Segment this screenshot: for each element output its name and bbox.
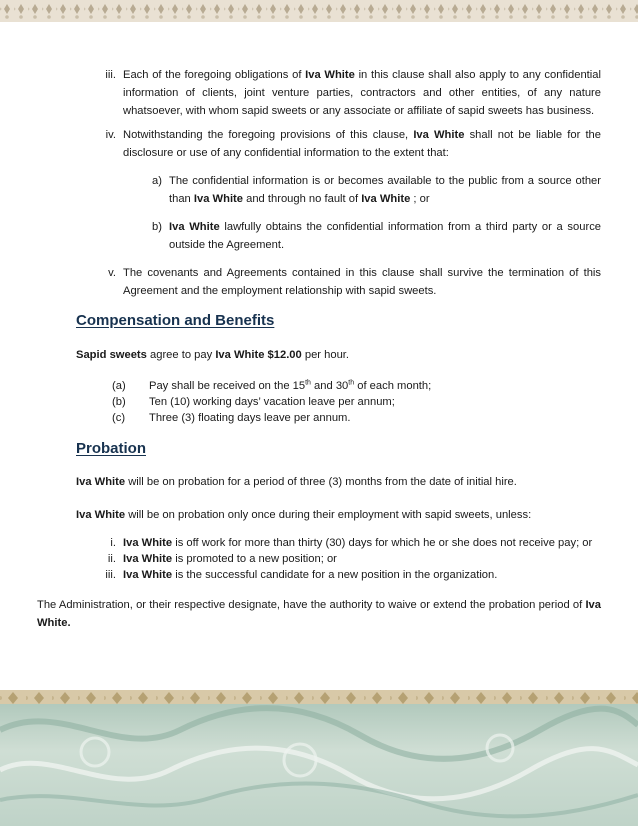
sub-item-letter: b) xyxy=(152,221,162,233)
compensation-statement xyxy=(76,346,349,364)
probation-heading: Probation xyxy=(76,440,146,457)
probation-paragraph-1 xyxy=(76,473,517,491)
party-name: Iva White xyxy=(123,569,173,581)
sub-item-a xyxy=(169,172,601,208)
sub-item-letter: a) xyxy=(152,175,162,187)
compensation-heading: Compensation and Benefits xyxy=(76,312,275,329)
party-name: Iva White xyxy=(193,193,243,205)
condition-item xyxy=(123,566,497,584)
item-text: Pay shall be received on the 15 xyxy=(149,380,306,392)
list-label: (a) xyxy=(112,380,126,392)
party-name: Iva White xyxy=(169,221,220,233)
clause-text: ; or xyxy=(410,193,430,205)
condition-text: is off work for more than thirty (30) days for which he or she does not receive pay; or xyxy=(172,537,593,549)
item-text: and 30 xyxy=(310,380,349,392)
clause-text: The confidential information is or becomes available to the public from a source other than xyxy=(169,175,601,205)
party-name: Iva White xyxy=(413,129,465,141)
compensation-item: Three (3) floating days leave per annum. xyxy=(149,412,351,424)
probation-paragraph-2 xyxy=(76,506,531,524)
statement-text: agree to pay xyxy=(146,349,216,361)
party-name: Iva White xyxy=(361,193,411,205)
employer-name: Sapid sweets xyxy=(76,349,147,361)
party-name: Iva White xyxy=(305,69,355,81)
clause-item-iv xyxy=(123,126,601,162)
paragraph-text: will be on probation for a period of three (3) months from the date of initial hire. xyxy=(125,476,517,488)
decorative-bottom-border xyxy=(0,690,638,826)
sub-item-b xyxy=(169,218,601,254)
condition-numeral: i. xyxy=(110,537,116,549)
party-name: Iva White xyxy=(76,509,126,521)
clause-text: lawfully obtains the confidential information from a third party or a source outside the Agreement. xyxy=(169,221,602,251)
condition-numeral: ii. xyxy=(107,553,116,565)
clause-numeral: v. xyxy=(108,267,116,279)
item-text: of each month; xyxy=(354,380,432,392)
clause-text: in this clause shall also apply to any confidential information of clients, joint venture parties, contractors and other entities, of any nature whatsoever, with whom sapid sweets or any associate or affiliate of sapid sweets has business. xyxy=(123,69,601,117)
clause-text: Each of the foregoing obligations of xyxy=(123,69,306,81)
compensation-item: Ten (10) working days’ vacation leave per annum; xyxy=(149,396,395,408)
party-name: Iva White xyxy=(215,349,265,361)
clause-numeral: iv. xyxy=(105,129,116,141)
condition-numeral: iii. xyxy=(105,569,116,581)
list-label: (c) xyxy=(112,412,126,424)
paragraph-text: will be on probation only once during their employment with sapid sweets, unless: xyxy=(125,509,532,521)
superscript: th xyxy=(305,379,311,387)
clause-text: and through no fault of xyxy=(243,193,362,205)
clause-numeral: iii. xyxy=(105,69,116,81)
clause-item-v: The covenants and Agreements contained in this clause shall survive the termination of this Agreement and the employment relationship with sapid sweets. xyxy=(123,267,601,297)
closing-paragraph xyxy=(37,596,601,632)
party-name: Iva White xyxy=(123,537,173,549)
clause-item-iii xyxy=(123,66,601,120)
superscript: th xyxy=(348,379,355,387)
paragraph-text: The Administration, or their respective designate, have the authority to waive or extend the probation period of xyxy=(37,599,586,611)
condition-text: is promoted to a new position; or xyxy=(172,553,337,565)
party-name: Iva White. xyxy=(37,599,601,629)
pay-rate: $12.00 xyxy=(267,349,302,361)
condition-text: is the successful candidate for a new position in the organization. xyxy=(172,569,498,581)
statement-text: per hour. xyxy=(301,349,350,361)
party-name: Iva White xyxy=(123,553,173,565)
decorative-top-border xyxy=(0,0,638,22)
party-name: Iva White xyxy=(76,476,126,488)
clause-text: Notwithstanding the foregoing provisions of this clause, xyxy=(123,129,414,141)
clause-text: shall not be liable for the disclosure or use of any confidential information to the extent that: xyxy=(123,129,601,159)
list-label: (b) xyxy=(112,396,126,408)
